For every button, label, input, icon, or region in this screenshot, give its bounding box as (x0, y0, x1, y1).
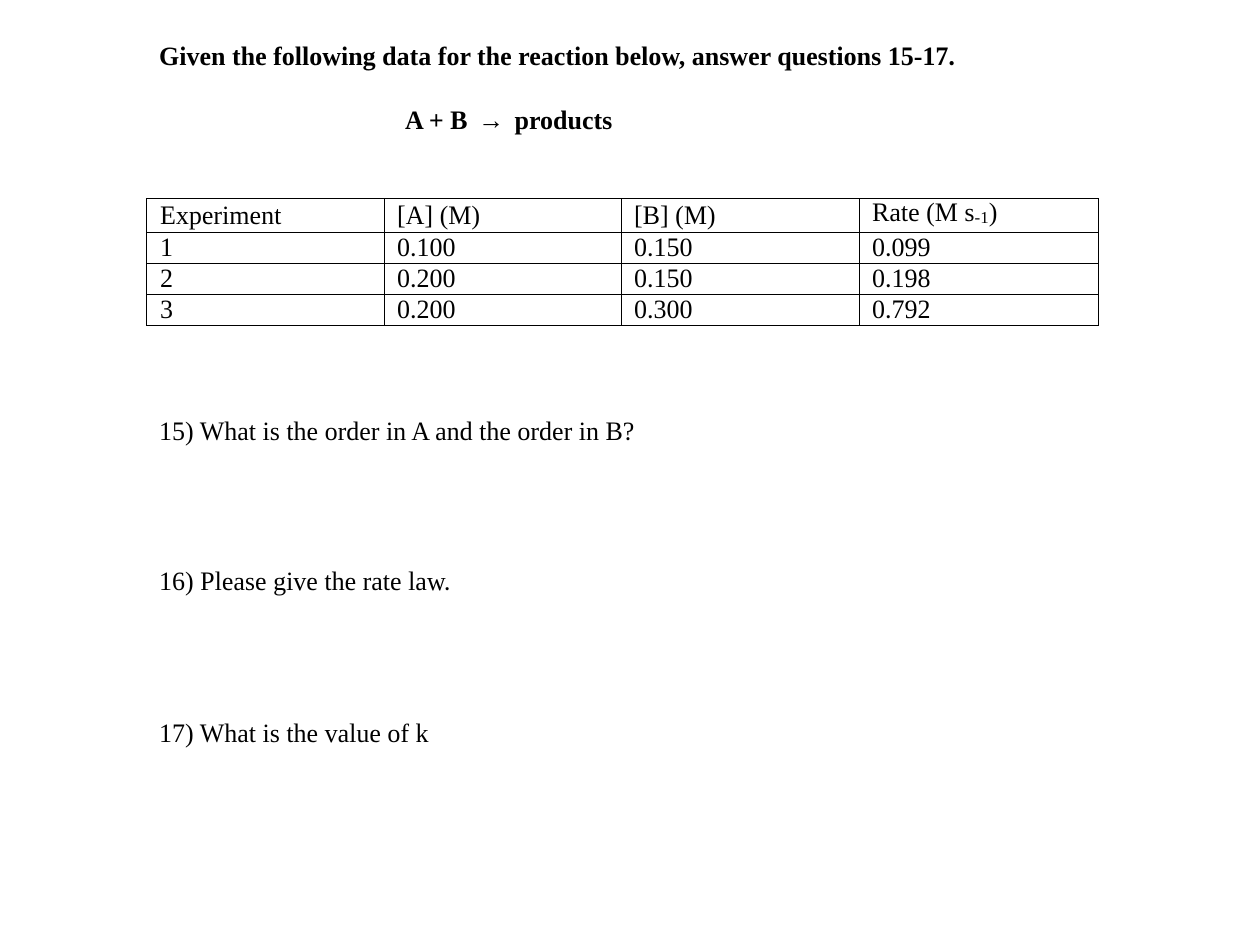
concentration-b-cell: 0.150 (622, 264, 860, 295)
rate-cell: 0.099 (860, 233, 1099, 264)
question-16: 16) Please give the rate law. (159, 567, 451, 596)
reactants: A + B (405, 106, 468, 135)
intro-text: Given the following data for the reaction below, answer questions 15-17. (159, 42, 955, 71)
right-arrow-icon: → (478, 106, 504, 135)
header-concentration-a: [A] (M) (385, 199, 622, 233)
header-rate (860, 199, 1099, 233)
reaction-equation (405, 106, 612, 136)
experiment-cell: 3 (147, 295, 385, 326)
question-17: 17) What is the value of k (159, 719, 429, 748)
rate-cell: 0.792 (860, 295, 1099, 326)
products: products (514, 106, 613, 135)
concentration-a-cell: 0.100 (385, 233, 622, 264)
experiment-cell: 2 (147, 264, 385, 295)
header-concentration-b: [B] (M) (622, 199, 860, 233)
table-header-row (147, 199, 1099, 233)
concentration-a-cell: 0.200 (385, 264, 622, 295)
question-15: 15) What is the order in A and the order in B? (159, 417, 635, 446)
kinetics-data-table (146, 198, 1099, 326)
header-experiment: Experiment (147, 199, 385, 233)
table-row (147, 264, 1099, 295)
rate-cell: 0.198 (860, 264, 1099, 295)
header-rate-label: Rate (M s (872, 198, 975, 227)
experiment-cell: 1 (147, 233, 385, 264)
table-row (147, 295, 1099, 326)
header-rate-close: ) (988, 198, 998, 227)
concentration-b-cell: 0.300 (622, 295, 860, 326)
concentration-b-cell: 0.150 (622, 233, 860, 264)
concentration-a-cell: 0.200 (385, 295, 622, 326)
table-row (147, 233, 1099, 264)
header-rate-exponent: -1 (974, 208, 989, 227)
